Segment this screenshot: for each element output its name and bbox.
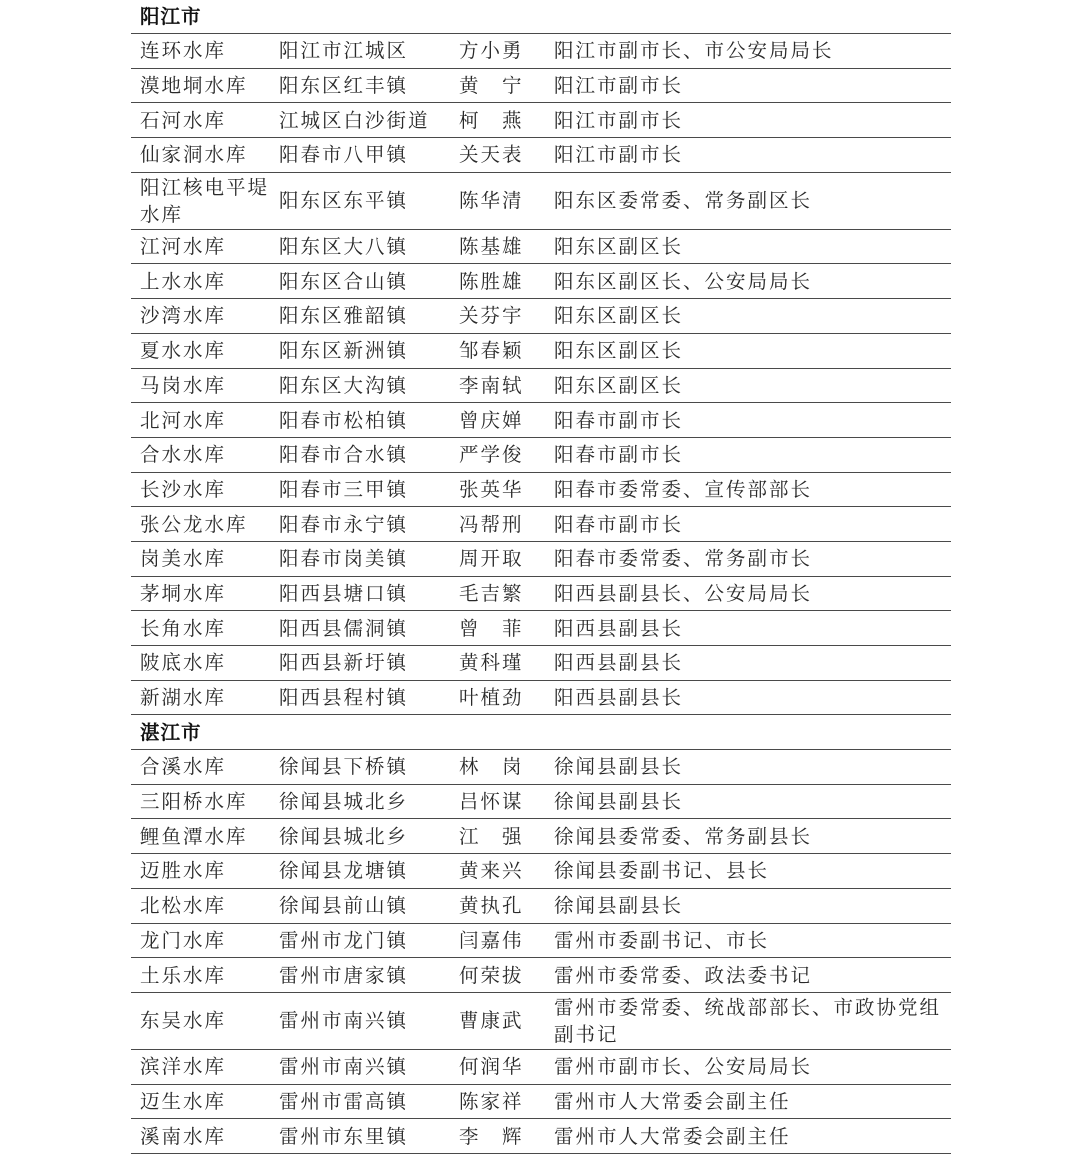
reservoir-name: 夏水水库 bbox=[140, 339, 227, 363]
table-row bbox=[131, 681, 951, 716]
reservoir-location: 阳春市松柏镇 bbox=[279, 408, 409, 432]
reservoir-location: 徐闻县城北乡 bbox=[279, 790, 409, 814]
responsible-person: 陈家祥 bbox=[459, 1089, 524, 1113]
person-position: 阳春市副市长 bbox=[554, 408, 684, 432]
table-row bbox=[131, 542, 951, 577]
reservoir-location: 阳春市永宁镇 bbox=[279, 512, 409, 536]
reservoir-location: 雷州市龙门镇 bbox=[279, 928, 409, 952]
table-row bbox=[131, 334, 951, 369]
responsible-person: 邹春颖 bbox=[459, 339, 524, 363]
reservoir-location: 阳春市八甲镇 bbox=[279, 143, 409, 167]
responsible-person: 关天表 bbox=[459, 143, 524, 167]
responsible-person: 冯帮刑 bbox=[459, 512, 524, 536]
reservoir-name: 上水水库 bbox=[140, 269, 227, 293]
reservoir-location: 阳东区新洲镇 bbox=[279, 339, 409, 363]
table-row bbox=[131, 993, 951, 1050]
reservoir-location: 雷州市雷高镇 bbox=[279, 1089, 409, 1113]
reservoir-name: 迈胜水库 bbox=[140, 859, 227, 883]
person-position: 雷州市委副书记、市长 bbox=[554, 928, 770, 952]
table-row bbox=[131, 819, 951, 854]
table-row bbox=[131, 138, 951, 173]
reservoir-name: 迈生水库 bbox=[140, 1089, 227, 1113]
person-position: 徐闻县委副书记、县长 bbox=[554, 859, 770, 883]
responsible-person: 柯 燕 bbox=[459, 108, 524, 132]
reservoir-name: 长角水库 bbox=[140, 616, 227, 640]
reservoir-location: 阳西县儒洞镇 bbox=[279, 616, 409, 640]
reservoir-name: 三阳桥水库 bbox=[140, 790, 248, 814]
person-position: 阳江市副市长 bbox=[554, 143, 684, 167]
person-position: 徐闻县委常委、常务副县长 bbox=[554, 824, 813, 848]
responsible-person: 关芬宇 bbox=[459, 304, 524, 328]
section-header bbox=[131, 715, 951, 750]
responsible-person: 闫嘉伟 bbox=[459, 928, 524, 952]
person-position: 雷州市副市长、公安局局长 bbox=[554, 1055, 813, 1079]
reservoir-name: 陂底水库 bbox=[140, 651, 227, 675]
responsible-person: 吕怀谋 bbox=[459, 790, 524, 814]
responsible-person: 曾 菲 bbox=[459, 616, 524, 640]
reservoir-name: 土乐水库 bbox=[140, 963, 227, 987]
table-row bbox=[131, 958, 951, 993]
person-position: 阳东区副区长 bbox=[554, 373, 684, 397]
person-position: 阳江市副市长、市公安局局长 bbox=[554, 39, 834, 63]
table-row bbox=[131, 507, 951, 542]
responsible-person: 方小勇 bbox=[459, 39, 524, 63]
person-position: 阳春市委常委、常务副市长 bbox=[554, 547, 813, 571]
section-header bbox=[131, 0, 951, 34]
table-row bbox=[131, 264, 951, 299]
responsible-person: 周开取 bbox=[459, 547, 524, 571]
reservoir-location: 雷州市东里镇 bbox=[279, 1124, 409, 1148]
reservoir-location: 阳东区合山镇 bbox=[279, 269, 409, 293]
reservoir-location: 阳春市三甲镇 bbox=[279, 477, 409, 501]
person-position: 徐闻县副县长 bbox=[554, 790, 684, 814]
responsible-person: 张英华 bbox=[459, 477, 524, 501]
responsible-person: 何润华 bbox=[459, 1055, 524, 1079]
person-position: 阳东区副区长 bbox=[554, 235, 684, 259]
responsible-person: 何荣拔 bbox=[459, 963, 524, 987]
person-position: 雷州市人大常委会副主任 bbox=[554, 1089, 791, 1113]
table-row bbox=[131, 611, 951, 646]
person-position: 阳东区委常委、常务副区长 bbox=[554, 189, 813, 213]
reservoir-name: 漠地垌水库 bbox=[140, 74, 248, 98]
person-position: 雷州市人大常委会副主任 bbox=[554, 1124, 791, 1148]
reservoir-location: 阳西县新圩镇 bbox=[279, 651, 409, 675]
person-position: 阳江市副市长 bbox=[554, 108, 684, 132]
reservoir-name: 龙门水库 bbox=[140, 928, 227, 952]
person-position: 阳春市委常委、宣传部部长 bbox=[554, 477, 813, 501]
person-position: 阳江市副市长 bbox=[554, 74, 684, 98]
person-position: 阳春市副市长 bbox=[554, 443, 684, 467]
person-position: 雷州市委常委、政法委书记 bbox=[554, 963, 813, 987]
table-row bbox=[131, 577, 951, 612]
responsible-person: 黄 宁 bbox=[459, 74, 524, 98]
table-row bbox=[131, 230, 951, 265]
responsible-person: 黄科瑾 bbox=[459, 651, 524, 675]
reservoir-name: 北松水库 bbox=[140, 894, 227, 918]
responsible-person: 曹康武 bbox=[459, 1009, 524, 1033]
responsible-person: 叶植劲 bbox=[459, 686, 524, 710]
reservoir-name: 合溪水库 bbox=[140, 755, 227, 779]
person-position: 徐闻县副县长 bbox=[554, 755, 684, 779]
reservoir-location: 江城区白沙街道 bbox=[279, 108, 430, 132]
section-title: 湛江市 bbox=[140, 720, 202, 744]
reservoir-name: 东吴水库 bbox=[140, 1009, 227, 1033]
reservoir-location: 徐闻县龙塘镇 bbox=[279, 859, 409, 883]
table-row bbox=[131, 438, 951, 473]
reservoir-responsibility-table bbox=[131, 0, 951, 1154]
reservoir-name: 仙家洞水库 bbox=[140, 143, 248, 167]
reservoir-name: 新湖水库 bbox=[140, 686, 227, 710]
reservoir-location: 阳东区东平镇 bbox=[279, 189, 409, 213]
responsible-person: 林 岗 bbox=[459, 755, 524, 779]
reservoir-location: 徐闻县城北乡 bbox=[279, 824, 409, 848]
reservoir-name: 阳江核电平堤水库 bbox=[140, 175, 270, 226]
table-row bbox=[131, 924, 951, 959]
table-row bbox=[131, 1085, 951, 1120]
responsible-person: 严学俊 bbox=[459, 443, 524, 467]
table-row bbox=[131, 103, 951, 138]
reservoir-location: 徐闻县前山镇 bbox=[279, 894, 409, 918]
reservoir-name: 江河水库 bbox=[140, 235, 227, 259]
reservoir-location: 阳东区大八镇 bbox=[279, 235, 409, 259]
reservoir-location: 阳江市江城区 bbox=[279, 39, 409, 63]
reservoir-location: 雷州市南兴镇 bbox=[279, 1009, 409, 1033]
table-row bbox=[131, 1119, 951, 1154]
reservoir-name: 北河水库 bbox=[140, 408, 227, 432]
person-position: 阳西县副县长 bbox=[554, 651, 684, 675]
responsible-person: 毛吉繁 bbox=[459, 581, 524, 605]
responsible-person: 李 辉 bbox=[459, 1124, 524, 1148]
table-row bbox=[131, 854, 951, 889]
person-position: 阳西县副县长 bbox=[554, 686, 684, 710]
responsible-person: 黄执孔 bbox=[459, 894, 524, 918]
responsible-person: 陈基雄 bbox=[459, 235, 524, 259]
reservoir-location: 阳东区大沟镇 bbox=[279, 373, 409, 397]
reservoir-location: 阳东区雅韶镇 bbox=[279, 304, 409, 328]
reservoir-name: 滨洋水库 bbox=[140, 1055, 227, 1079]
responsible-person: 江 强 bbox=[459, 824, 524, 848]
person-position: 阳东区副区长 bbox=[554, 339, 684, 363]
table-row bbox=[131, 403, 951, 438]
table-row bbox=[131, 785, 951, 820]
reservoir-location: 徐闻县下桥镇 bbox=[279, 755, 409, 779]
person-position: 阳东区副区长、公安局局长 bbox=[554, 269, 813, 293]
responsible-person: 陈华清 bbox=[459, 189, 524, 213]
responsible-person: 李南轼 bbox=[459, 373, 524, 397]
table-row bbox=[131, 1050, 951, 1085]
reservoir-name: 茅垌水库 bbox=[140, 581, 227, 605]
table-row bbox=[131, 646, 951, 681]
reservoir-name: 溪南水库 bbox=[140, 1124, 227, 1148]
reservoir-name: 石河水库 bbox=[140, 108, 227, 132]
table-row bbox=[131, 889, 951, 924]
reservoir-name: 张公龙水库 bbox=[140, 512, 248, 536]
person-position: 阳西县副县长、公安局局长 bbox=[554, 581, 813, 605]
reservoir-location: 阳春市岗美镇 bbox=[279, 547, 409, 571]
person-position: 阳西县副县长 bbox=[554, 616, 684, 640]
reservoir-name: 鲤鱼潭水库 bbox=[140, 824, 248, 848]
responsible-person: 黄来兴 bbox=[459, 859, 524, 883]
person-position: 徐闻县副县长 bbox=[554, 894, 684, 918]
reservoir-name: 沙湾水库 bbox=[140, 304, 227, 328]
reservoir-name: 合水水库 bbox=[140, 443, 227, 467]
reservoir-location: 阳东区红丰镇 bbox=[279, 74, 409, 98]
responsible-person: 曾庆婵 bbox=[459, 408, 524, 432]
reservoir-location: 雷州市唐家镇 bbox=[279, 963, 409, 987]
section-title: 阳江市 bbox=[140, 5, 202, 28]
table-row bbox=[131, 473, 951, 508]
reservoir-name: 马岗水库 bbox=[140, 373, 227, 397]
table-row bbox=[131, 69, 951, 104]
reservoir-location: 阳西县程村镇 bbox=[279, 686, 409, 710]
person-position: 阳东区副区长 bbox=[554, 304, 684, 328]
reservoir-location: 阳西县塘口镇 bbox=[279, 581, 409, 605]
table-row bbox=[131, 299, 951, 334]
responsible-person: 陈胜雄 bbox=[459, 269, 524, 293]
table-row bbox=[131, 750, 951, 785]
table-row bbox=[131, 369, 951, 404]
reservoir-location: 雷州市南兴镇 bbox=[279, 1055, 409, 1079]
reservoir-name: 长沙水库 bbox=[140, 477, 227, 501]
table-row bbox=[131, 34, 951, 69]
table-row bbox=[131, 173, 951, 230]
person-position: 阳春市副市长 bbox=[554, 512, 684, 536]
person-position: 雷州市委常委、统战部部长、市政协党组副书记 bbox=[554, 995, 942, 1046]
reservoir-name: 岗美水库 bbox=[140, 547, 227, 571]
reservoir-location: 阳春市合水镇 bbox=[279, 443, 409, 467]
reservoir-name: 连环水库 bbox=[140, 39, 227, 63]
